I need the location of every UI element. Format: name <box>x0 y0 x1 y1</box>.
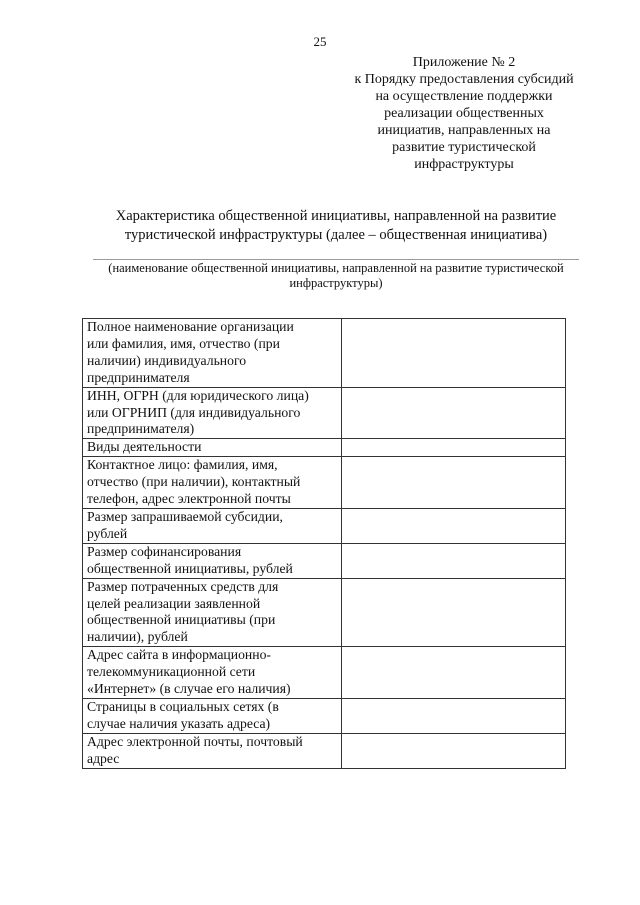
title-line: туристической инфраструктуры (далее – общественная инициатива) <box>124 227 548 243</box>
appendix-block <box>334 54 594 173</box>
table-row <box>83 647 566 699</box>
table-row <box>83 508 566 543</box>
appendix-line: на осуществление поддержки <box>375 89 553 104</box>
row-label-line: Виды деятельности <box>87 439 202 455</box>
row-label-line: Размер потраченных средств для <box>87 578 279 594</box>
appendix-line: к Порядку предоставления субсидий <box>354 72 574 87</box>
fill-in-line <box>93 259 579 260</box>
row-label-line: Адрес электронной почты, почтовый <box>87 733 303 749</box>
row-label-line: Полное наименование организации <box>87 319 294 334</box>
row-label-cell <box>83 387 342 439</box>
row-value-cell[interactable] <box>342 578 566 647</box>
document-title <box>90 207 582 245</box>
row-label-line: целей реализации заявленной <box>87 595 261 611</box>
row-label-cell <box>83 733 342 768</box>
row-label-line: наличии), рублей <box>87 629 188 645</box>
appendix-line: Приложение № 2 <box>412 55 516 70</box>
row-label-cell <box>83 578 342 647</box>
fill-in-caption <box>93 261 579 291</box>
row-label-line: предпринимателя) <box>87 421 195 437</box>
table-row <box>83 457 566 509</box>
row-label-line: рублей <box>87 525 128 541</box>
row-label-cell <box>83 543 342 578</box>
caption-line: инфраструктуры) <box>289 276 383 290</box>
row-value-cell[interactable] <box>342 543 566 578</box>
table-body <box>83 319 566 769</box>
row-label-line: ИНН, ОГРН (для юридического лица) <box>87 387 309 403</box>
row-label-cell <box>83 439 342 457</box>
row-label-line: Страницы в социальных сетях (в <box>87 698 279 714</box>
row-label-line: Размер софинансирования <box>87 543 242 559</box>
row-value-cell[interactable] <box>342 439 566 457</box>
table-row <box>83 733 566 768</box>
table-row <box>83 698 566 733</box>
row-label-line: общественной инициативы (при <box>87 612 276 628</box>
row-label-line: Контактное лицо: фамилия, имя, <box>87 457 278 473</box>
characteristics-table <box>82 318 566 769</box>
row-label-line: отчество (при наличии), контактный <box>87 474 301 490</box>
row-label-line: телефон, адрес электронной почты <box>87 491 291 507</box>
row-value-cell[interactable] <box>342 387 566 439</box>
appendix-line: реализации общественных <box>384 106 544 121</box>
table-row <box>83 439 566 457</box>
row-value-cell[interactable] <box>342 457 566 509</box>
page-number: 25 <box>313 34 327 49</box>
row-label-line: или ОГРНИП (для индивидуального <box>87 404 301 420</box>
appendix-line: развитие туристической <box>392 140 536 155</box>
row-label-cell <box>83 647 342 699</box>
row-value-cell[interactable] <box>342 319 566 388</box>
appendix-line: инфраструктуры <box>414 157 514 172</box>
row-value-cell[interactable] <box>342 733 566 768</box>
row-label-cell <box>83 698 342 733</box>
row-value-cell[interactable] <box>342 508 566 543</box>
row-label-cell <box>83 508 342 543</box>
row-label-cell <box>83 457 342 509</box>
table-row <box>83 578 566 647</box>
row-label-line: Адрес сайта в информационно- <box>87 647 271 663</box>
row-label-cell <box>83 319 342 388</box>
caption-line: (наименование общественной инициативы, направленной на развитие туристической <box>108 261 564 275</box>
row-label-line: телекоммуникационной сети <box>87 664 256 680</box>
title-line: Характеристика общественной инициативы, направленной на развитие <box>115 208 557 224</box>
appendix-line: инициатив, направленных на <box>377 123 551 138</box>
table-row <box>83 387 566 439</box>
row-label-line: «Интернет» (в случае его наличия) <box>87 681 291 697</box>
row-label-line: предпринимателя <box>87 369 190 385</box>
row-label-line: Размер запрашиваемой субсидии, <box>87 508 283 524</box>
row-label-line: случае наличия указать адреса) <box>87 715 271 731</box>
row-label-line: адрес <box>87 750 120 766</box>
row-value-cell[interactable] <box>342 698 566 733</box>
row-label-line: или фамилия, имя, отчество (при <box>87 335 280 351</box>
table-row <box>83 543 566 578</box>
row-label-line: наличии) индивидуального <box>87 352 247 368</box>
row-value-cell[interactable] <box>342 647 566 699</box>
row-label-line: общественной инициативы, рублей <box>87 560 293 576</box>
table-row <box>83 319 566 388</box>
